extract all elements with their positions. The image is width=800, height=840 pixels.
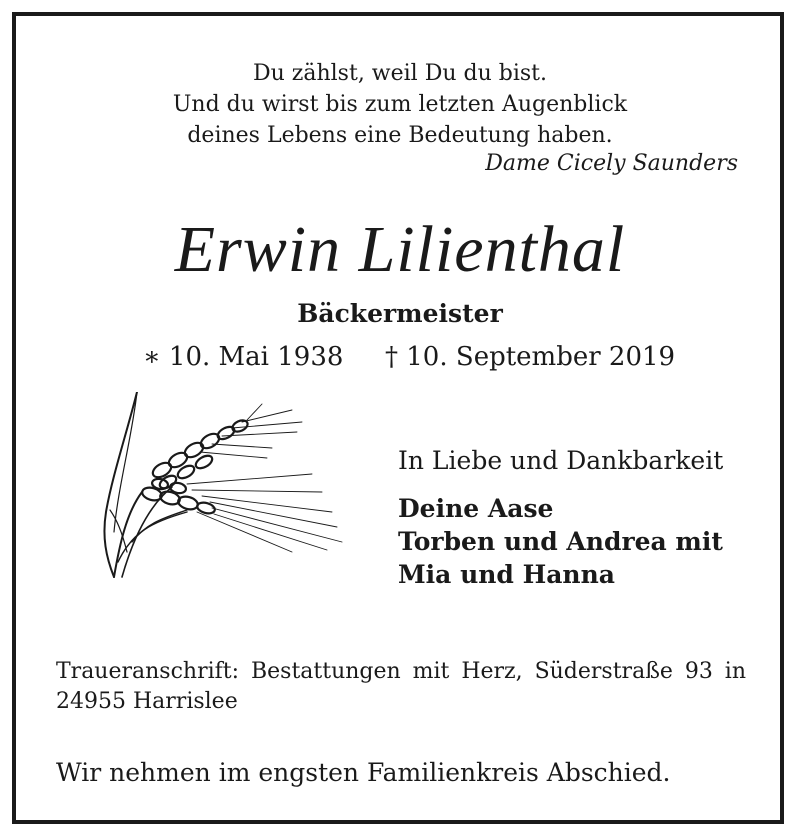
quote-line: Und du wirst bis zum letzten Augenblick [172, 92, 628, 117]
birth-date: ∗ 10. Mai 1938 [143, 342, 344, 372]
quote-line: Du zählst, weil Du du bist. [252, 61, 548, 86]
death-date: † 10. September 2019 [385, 342, 676, 372]
wheat-ears-icon [92, 392, 352, 582]
dedication-text: In Liebe und Dankbarkeit [398, 446, 724, 475]
mourner-name: Mia und Hanna [398, 560, 615, 589]
quote-author: Dame Cicely Saunders [485, 151, 738, 176]
mourner-name: Deine Aase [398, 494, 554, 523]
mourning-address: Traueranschrift: Bestattungen mit Herz, Süderstraße 93 in 24955 Harrislee [56, 659, 746, 714]
farewell-note: Wir nehmen im engsten Familienkreis Abschied. [56, 758, 671, 787]
mourner-name: Torben und Andrea mit [398, 527, 723, 556]
quote-line: deines Lebens eine Bedeutung haben. [187, 123, 613, 148]
deceased-name: Erwin Lilienthal [174, 213, 626, 286]
deceased-profession: Bäckermeister [297, 299, 503, 328]
